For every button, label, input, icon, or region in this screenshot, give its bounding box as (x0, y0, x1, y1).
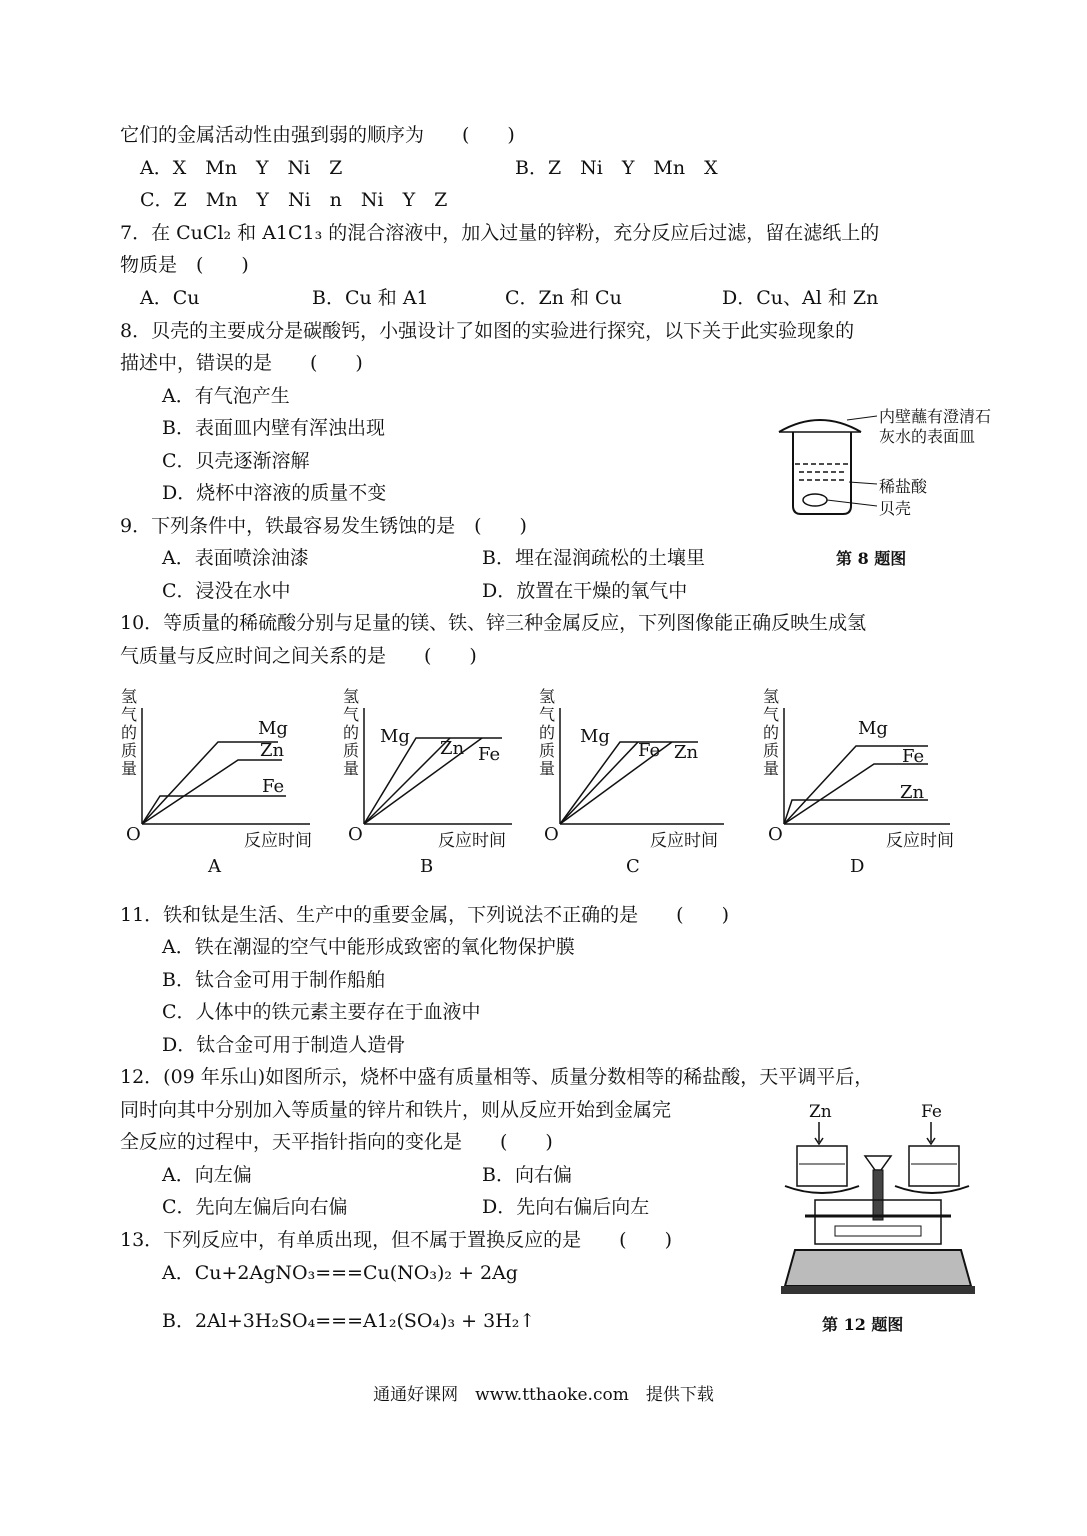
q8-figure-caption: 第 8 题图 (836, 549, 907, 568)
graph-c-mg-label: Mg (580, 726, 610, 747)
q9-option-a: A．表面喷涂油漆 (162, 547, 309, 569)
graph-a-origin: O (126, 824, 141, 845)
graph-c-plot (538, 688, 738, 848)
q6-option-a: A．X Mn Y Ni Z (140, 157, 343, 179)
page-footer: 通通好课网 www.tthaoke.com 提供下载 (373, 1385, 714, 1405)
graph-c-origin: O (544, 824, 559, 845)
q12-figure-caption: 第 12 题图 (822, 1315, 904, 1334)
graph-d-fe-label: Fe (902, 746, 925, 767)
graph-b-origin: O (348, 824, 363, 845)
q8-label-dish-line2: 灰水的表面皿 (879, 427, 976, 446)
graph-d-letter: D (850, 856, 865, 877)
q7-option-c: C．Zn 和 Cu (505, 287, 622, 309)
q8-option-b: B．表面皿内壁有浑浊出现 (162, 417, 385, 439)
graph-b-ylabel: 氢 气 的 质 量 (342, 687, 359, 778)
q11-option-b: B．钛合金可用于制作船舶 (162, 969, 385, 991)
graph-d-mg-label: Mg (858, 718, 888, 739)
q9-option-b: B．埋在湿润疏松的土壤里 (482, 547, 705, 569)
q12-stem-line3: 全反应的过程中，天平指针指向的变化是 ( ) (120, 1131, 553, 1153)
q12-label-fe: Fe (921, 1102, 942, 1122)
q12-stem-line2: 同时向其中分别加入等质量的锌片和铁片，则从反应开始到金属完 (120, 1099, 672, 1121)
q6-option-c: C．Z Mn Y Ni n Ni Y Z (140, 189, 448, 211)
q11-option-a: A．铁在潮湿的空气中能形成致密的氧化物保护膜 (162, 936, 575, 958)
q13-option-b: B．2Al+3H₂SO₄===A1₂(SO₄)₃ + 3H₂↑ (162, 1310, 536, 1332)
q10-stem-line2: 气质量与反应时间之间关系的是 ( ) (120, 645, 477, 667)
graph-a-mg-label: Mg (258, 718, 288, 739)
q8-label-acid: 稀盐酸 (879, 477, 928, 496)
q12-stem-line1: 12．(09 年乐山)如图所示，烧杯中盛有质量相等、质量分数相等的稀盐酸，天平调平后， (120, 1066, 874, 1088)
q10-graph-c (538, 688, 738, 883)
graph-c-zn-label: Zn (674, 742, 699, 763)
graph-a-letter: A (208, 856, 221, 877)
q12-label-zn: Zn (809, 1102, 832, 1122)
q8-stem-line2: 描述中，错误的是 ( ) (120, 352, 363, 374)
q7-stem-line2: 物质是 ( ) (120, 254, 249, 276)
graph-a-plot (120, 688, 320, 848)
q8-label-shell: 贝壳 (879, 499, 912, 518)
q11-stem: 11．铁和钛是生活、生产中的重要金属，下列说法不正确的是 ( ) (120, 904, 730, 926)
q9-option-d: D．放置在干燥的氧气中 (482, 580, 688, 602)
graph-c-fe-label: Fe (638, 740, 661, 761)
q7-option-d: D．Cu、Al 和 Zn (722, 287, 879, 309)
q6-option-b: B．Z Ni Y Mn X (515, 157, 718, 179)
q10-graph-a (120, 688, 320, 883)
graph-b-xlabel: 反应时间 (438, 831, 506, 851)
q8-figure (775, 402, 1015, 522)
graph-d-zn-label: Zn (900, 782, 925, 803)
graph-b-letter: B (420, 856, 434, 877)
q10-graph-d (762, 688, 962, 883)
q12-option-a: A．向左偏 (162, 1164, 252, 1186)
graph-c-xlabel: 反应时间 (650, 831, 718, 851)
q8-option-a: A．有气泡产生 (162, 385, 290, 407)
q12-option-c: C．先向左偏后向右偏 (162, 1196, 348, 1218)
graph-c-ylabel: 氢 气 的 质 量 (538, 687, 555, 778)
q7-stem-line1: 7．在 CuCl₂ 和 A1C1₃ 的混合溶液中，加入过量的锌粉，充分反应后过滤，留在滤纸上的 (120, 222, 880, 244)
q6-stem: 它们的金属活动性由强到弱的顺序为 ( ) (120, 124, 515, 146)
graph-d-xlabel: 反应时间 (886, 831, 954, 851)
q12-figure (775, 1100, 985, 1300)
q11-option-c: C．人体中的铁元素主要存在于血液中 (162, 1001, 481, 1023)
graph-c-letter: C (626, 856, 640, 877)
graph-a-fe-label: Fe (262, 776, 285, 797)
q10-graph-b (342, 688, 522, 883)
q8-option-d: D．烧杯中溶液的质量不变 (162, 482, 387, 504)
q7-option-a: A．Cu (140, 287, 200, 309)
q12-option-d: D．先向右偏后向左 (482, 1196, 650, 1218)
q9-option-c: C．浸没在水中 (162, 580, 291, 602)
q8-label-dish-line1: 内壁蘸有澄清石 (879, 407, 992, 426)
graph-b-plot (342, 688, 522, 848)
balance-image (775, 1100, 985, 1300)
graph-d-origin: O (768, 824, 783, 845)
q13-option-a: A．Cu+2AgNO₃===Cu(NO₃)₂ + 2Ag (162, 1262, 518, 1284)
graph-d-plot (762, 688, 962, 848)
q10-stem-line1: 10．等质量的稀硫酸分别与足量的镁、铁、锌三种金属反应，下列图像能正确反映生成氢 (120, 612, 867, 634)
q9-stem: 9．下列条件中，铁最容易发生锈蚀的是 ( ) (120, 515, 527, 537)
q11-option-d: D．钛合金可用于制造人造骨 (162, 1034, 406, 1056)
q12-option-b: B．向右偏 (482, 1164, 572, 1186)
graph-a-xlabel: 反应时间 (244, 831, 312, 851)
graph-a-ylabel: 氢 气 的 质 量 (120, 687, 137, 778)
q8-stem-line1: 8．贝壳的主要成分是碳酸钙，小强设计了如图的实验进行探究，以下关于此实验现象的 (120, 320, 855, 342)
graph-b-zn-label: Zn (440, 738, 465, 759)
graph-b-fe-label: Fe (478, 744, 501, 765)
q7-option-b: B．Cu 和 A1 (312, 287, 429, 309)
graph-d-ylabel: 氢 气 的 质 量 (762, 687, 779, 778)
q8-option-c: C．贝壳逐渐溶解 (162, 450, 310, 472)
graph-b-mg-label: Mg (380, 726, 410, 747)
q13-stem: 13．下列反应中，有单质出现，但不属于置换反应的是 ( ) (120, 1229, 673, 1251)
graph-a-zn-label: Zn (260, 740, 285, 761)
